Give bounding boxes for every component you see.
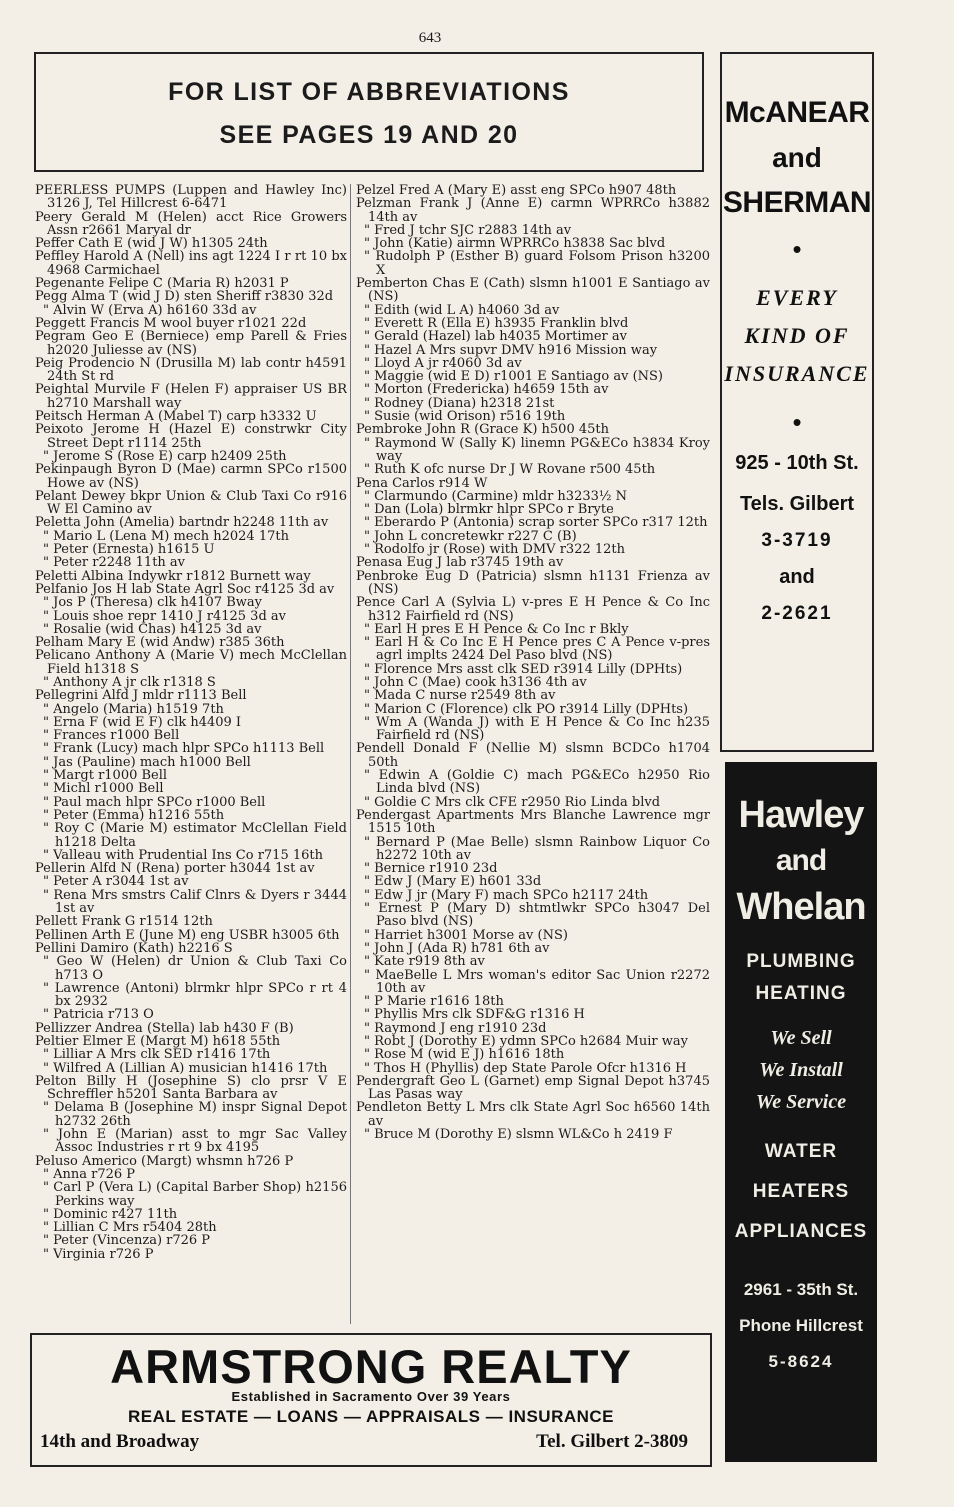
directory-entry: " Frank (Lucy) mach hlpr SPCo h1113 Bell [43, 741, 325, 757]
directory-entry: " Angelo (Maria) h1519 7th [43, 701, 224, 717]
ad-heaters: HEATERS [752, 1181, 850, 1202]
directory-entry: Peffley Harold A (Nell) ins agt 1224 I r rt 10 bx 4968 Carmichael [35, 249, 347, 278]
directory-entry: Peig Prodencio N (Drusilla M) lab contr h4591 24th St rd [35, 355, 347, 385]
directory-entry: " Patricia r713 O [43, 1007, 154, 1023]
directory-entry: " Everett R (Ella E) h3935 Franklin blvd [364, 315, 629, 331]
directory-entry: " Clarmundo (Carmine) mldr h3233½ N [364, 488, 627, 504]
directory-entry: " Maggie (wid E D) r1001 E Santiago av (NS) [364, 369, 664, 385]
directory-entry: " Mada C nurse r2549 8th av [364, 688, 556, 704]
ad-we-service: We Service [755, 1091, 847, 1113]
directory-entry: " Gerald (Hazel) lab h4035 Mortimer av [364, 329, 627, 345]
directory-entry: " Alvin W (Erva A) h6160 33d av [43, 302, 257, 318]
directory-entry: Pembroke John R (Grace K) h500 45th [356, 422, 609, 438]
directory-entry: " Fred J tchr SJC r2883 14th av [364, 222, 572, 238]
ad-tels-label: Tels. Gilbert [739, 493, 855, 515]
ad-address: 925 - 10th St. [735, 452, 859, 474]
directory-entry: " Lillian C Mrs r5404 28th [43, 1220, 217, 1236]
ad-plumbing: PLUMBING [746, 951, 856, 972]
directory-entry: Peggett Francis M wool buyer r1021 22d [35, 315, 307, 331]
directory-entry: Pegg Alma T (wid J D) sten Sheriff r3830 32d [35, 289, 334, 305]
directory-entry: Pegenante Felipe C (Maria R) h2031 P [35, 276, 289, 292]
directory-entry: Pelton Billy H (Josephine S) clo prsr V E Schreffler h5201 Santa Barbara av [35, 1073, 347, 1103]
armstrong-realty-ad [30, 1333, 712, 1467]
directory-entry: " Peter (Emma) h1216 55th [43, 807, 225, 823]
directory-entry: " Ernest P (Mary D) shtmtlwkr SPCo h3047 Del Paso blvd (NS) [364, 901, 710, 930]
directory-entry: " Rosalie (wid Chas) h4125 3d av [43, 621, 262, 637]
directory-entry: " Phyllis Mrs clk SDF&G r1316 H [364, 1007, 585, 1023]
directory-entry: " Rodolfo jr (Rose) with DMV r322 12th [364, 542, 626, 558]
directory-entry: " Valleau with Prudential Ins Co r715 16th [43, 847, 323, 863]
directory-entry: " John L concretewkr r227 C (B) [364, 528, 577, 544]
ad-name: ARMSTRONG REALTY [110, 1340, 632, 1393]
directory-entry: " Ruth K ofc nurse Dr J W Rovane r500 45th [364, 462, 656, 478]
ad-name-line-2: Whelan [736, 886, 866, 928]
directory-entry: Pellegrini Alfd J mldr r1113 Bell [35, 688, 247, 704]
directory-entry: " Bernice r1910 23d [364, 861, 498, 877]
ad-and: and [772, 142, 822, 173]
directory-entry: Pellinen Arth E (June M) eng USBR h3005 6th [35, 927, 340, 943]
directory-entry: Peery Gerald M (Helen) acct Rice Growers Assn r2661 Maryal dr [35, 209, 347, 238]
directory-entry: " Geo W (Helen) dr Union & Club Taxi Co h713 O [43, 954, 347, 983]
abbreviations-notice [34, 52, 704, 172]
directory-entry: PEERLESS PUMPS (Luppen and Hawley Inc) 3126 J, Tel Hillcrest 6-6471 [35, 184, 347, 212]
directory-entry: " John (Katie) airmn WPRRCo h3838 Sac blvd [364, 236, 666, 252]
abbreviations-line-2: SEE PAGES 19 AND 20 [219, 121, 519, 149]
directory-entry: Peitsch Herman A (Mabel T) carp h3332 U [35, 409, 317, 425]
directory-entry: " Wm A (Wanda J) with E H Pence & Co Inc h235 Fairfield rd (NS) [364, 714, 710, 744]
directory-entry: " Erna F (wid E F) clk h4409 I [43, 714, 242, 730]
directory-entry: Pelicano Anthony A (Marie V) mech McClellan Field h1318 S [35, 648, 347, 677]
directory-entry: " Rudolph P (Esther B) guard Folsom Prison h3200 X [364, 249, 710, 278]
ad-name-line-2: SHERMAN [722, 186, 872, 219]
directory-entry: " Virginia r726 P [43, 1246, 154, 1262]
directory-entry: " John E (Marian) asst to mgr Sac Valley Assoc Industries r rt 9 bx 4195 [43, 1127, 347, 1156]
ad-address: 2961 - 35th St. [743, 1280, 859, 1299]
directory-entry: Pelant Dewey bkpr Union & Club Taxi Co r916 W El Camino av [35, 488, 347, 518]
ad-we-sell: We Sell [770, 1027, 832, 1049]
directory-entry: Pellizzer Andrea (Stella) lab h430 F (B) [35, 1020, 294, 1036]
directory-entry: " Edw J (Mary E) h601 33d [364, 874, 542, 890]
directory-entry: " Edw J jr (Mary F) mach SPCo h2117 24th [364, 887, 649, 903]
ad-established: Established in Sacramento Over 39 Years [231, 1389, 511, 1404]
ad-tagline-3: INSURANCE [724, 361, 870, 386]
directory-entry: " Susie (wid Orison) r516 19th [364, 409, 566, 425]
directory-entry: Pemberton Chas E (Cath) slsmn h1001 E Santiago av (NS) [356, 276, 710, 305]
directory-entry: " Kate r919 8th av [364, 954, 485, 970]
directory-entry: " Lawrence (Antoni) blrmkr hlpr SPCo r rt 4 bx 2932 [43, 980, 347, 1010]
ad-water: WATER [764, 1141, 838, 1162]
directory-entry: Peixoto Jerome H (Hazel E) constrwkr City Street Dept r1114 25th [35, 422, 347, 451]
directory-entry: " Peter (Ernesta) h1615 U [43, 542, 215, 558]
ad-and: and [775, 844, 827, 877]
directory-entry: " Lilliar A Mrs clk SED r1416 17th [43, 1047, 271, 1063]
directory-entry: Pence Carl A (Sylvia L) v-pres E H Pence & Co Inc h312 Fairfield rd (NS) [356, 595, 710, 624]
directory-entry: Peletta John (Amelia) bartndr h2248 11th av [35, 515, 329, 531]
directory-entry: Peffer Cath E (wid J W) h1305 24th [35, 236, 268, 252]
directory-entry: " Dan (Lola) blrmkr hlpr SPCo r Bryte [364, 502, 614, 518]
directory-entry: " Dominic r427 11th [43, 1206, 178, 1222]
directory-entry: Pelfanio Jos H lab State Agrl Soc r4125 3d av [35, 581, 335, 597]
ad-appliances: APPLIANCES [734, 1221, 868, 1242]
directory-entry: " Anna r726 P [43, 1166, 136, 1182]
ad-tagline-2: KIND OF [744, 323, 850, 348]
directory-entry: " Anthony A jr clk r1318 S [43, 674, 216, 690]
mcanear-sherman-ad [720, 52, 874, 752]
directory-entry: Peletti Albina Indywkr r1812 Burnett way [35, 568, 311, 584]
directory-entry: " Harriet h3001 Morse av (NS) [364, 927, 568, 943]
directory-entry: " P Marie r1616 18th [364, 994, 504, 1010]
bullet-icon: • [792, 234, 802, 264]
directory-entry: " Marion C (Florence) clk PO r3914 Lilly (DPHts) [364, 701, 689, 717]
abbreviations-line-1: FOR LIST OF ABBREVIATIONS [168, 78, 570, 106]
ad-and-2: and [779, 566, 815, 588]
directory-entry: Pellett Frank G r1514 12th [35, 914, 213, 930]
directory-entry: " Thos H (Phyllis) dep State Parole Ofcr h1316 H [364, 1060, 687, 1076]
directory-entry: " Peter A r3044 1st av [43, 874, 189, 890]
directory-entry: " Roy C (Marie M) estimator McClellan Field h1218 Delta [43, 821, 347, 850]
directory-entry: " Frances r1000 Bell [43, 728, 180, 744]
directory-column-middle [356, 184, 710, 1324]
directory-entry: " Raymond W (Sally K) linemn PG&ECo h3834 Kroy way [364, 435, 710, 464]
directory-entry: Pegram Geo E (Berniece) emp Parell & Fries h2020 Juliesse av (NS) [35, 329, 347, 358]
directory-entry: " Jos P (Theresa) clk h4107 Bway [43, 595, 262, 611]
directory-entry: Peluso Americo (Margt) whsmn h726 P [35, 1153, 294, 1169]
bullet-icon: • [792, 407, 802, 437]
directory-entry: " Jerome S (Rose E) carp h2409 25th [43, 448, 287, 464]
directory-entry: " Edwin A (Goldie C) mach PG&ECo h2950 Rio Linda blvd (NS) [364, 768, 710, 797]
ad-phone-1: 3-3719 [761, 530, 833, 551]
directory-entry: Penbroke Eug D (Patricia) slsmn h1131 Frienza av (NS) [356, 568, 710, 597]
directory-entry: " Rose M (wid E J) h1616 18th [364, 1047, 565, 1063]
directory-entry: Peltier Elmer E (Margt M) h618 55th [35, 1034, 281, 1049]
ad-tagline-1: EVERY [756, 285, 838, 310]
directory-entry: " John J (Ada R) h781 6th av [364, 940, 550, 956]
directory-entry: " Raymond J eng r1910 23d [364, 1020, 547, 1036]
directory-entry: " Robt J (Dorothy E) ydmn SPCo h2684 Muir way [364, 1034, 688, 1049]
directory-entry: " Lloyd A jr r4060 3d av [364, 355, 522, 371]
ad-name-line-1: McANEAR [724, 96, 870, 129]
page-number: 643 [418, 30, 442, 46]
directory-entry: " Goldie C Mrs clk CFE r2950 Rio Linda blvd [364, 794, 661, 810]
directory-entry: " Eberardo P (Antonia) scrap sorter SPCo r317 12th [364, 515, 708, 531]
directory-entry: " Margt r1000 Bell [43, 768, 168, 784]
directory-entry: " Rena Mrs smstrs Calif Clnrs & Dyers r 3444 1st av [43, 887, 347, 917]
directory-entry: " Peter r2248 11th av [43, 555, 186, 571]
directory-entry: " Peter (Vincenza) r726 P [43, 1233, 211, 1249]
directory-entry: " Paul mach hlpr SPCo r1000 Bell [43, 794, 266, 810]
directory-entry: Pellini Damiro (Kath) h2216 S [35, 940, 233, 956]
ad-heating: HEATING [755, 983, 847, 1004]
directory-entry: Pendergast Apartments Mrs Blanche Lawrence mgr 1515 10th [356, 807, 710, 837]
directory-entry: Pekinpaugh Byron D (Mae) carmn SPCo r1500 Howe av (NS) [35, 462, 347, 491]
directory-entry: " Wilfred A (Lillian A) musician h1416 17th [43, 1060, 328, 1076]
ad-services: REAL ESTATE — LOANS — APPRAISALS — INSURANCE [127, 1407, 615, 1426]
directory-entry: " Bruce M (Dorothy E) slsmn WL&Co h 2419 F [364, 1127, 673, 1143]
directory-entry: " Delama B (Josephine M) inspr Signal Depot h2732 26th [43, 1100, 347, 1129]
hawley-whelan-ad [725, 762, 877, 1462]
ad-phone-2: 2-2621 [761, 603, 833, 624]
directory-entry: Peightal Murvile F (Helen F) appraiser US BR h2710 Marshall way [35, 382, 347, 411]
directory-entry: Pendergraft Geo L (Garnet) emp Signal Depot h3745 Las Pasas way [356, 1073, 710, 1103]
directory-entry: " MaeBelle L Mrs woman's editor Sac Union r2272 10th av [364, 967, 710, 996]
column-divider [350, 184, 351, 1324]
directory-entry: Pendell Donald F (Nellie M) slsmn BCDCo h1704 50th [356, 741, 710, 770]
directory-entry: " Michl r1000 Bell [43, 781, 164, 797]
directory-entry: " Jas (Pauline) mach h1000 Bell [43, 754, 251, 770]
directory-entry: Pena Carlos r914 W [356, 475, 488, 491]
directory-entry: Pendleton Betty L Mrs clk State Agrl Soc h6560 14th av [356, 1100, 710, 1129]
directory-entry: " Earl H pres E H Pence & Co Inc r Bkly [364, 621, 629, 637]
directory-entry: " Bernard P (Mae Belle) slsmn Rainbow Liquor Co h2272 10th av [364, 834, 710, 863]
directory-entry: " Mario L (Lena M) mech h2024 17th [43, 528, 289, 544]
directory-entry: " Hazel A Mrs supvr DMV h916 Mission way [364, 342, 658, 358]
directory-entry: " Louis shoe repr 1410 J r4125 3d av [43, 608, 286, 624]
directory-column-left [35, 184, 347, 1324]
directory-entry: " Carl P (Vera L) (Capital Barber Shop) h2156 Perkins way [43, 1180, 347, 1209]
ad-name-line-1: Hawley [738, 794, 864, 836]
ad-phone: 5-8624 [768, 1352, 834, 1371]
ad-address: 14th and Broadway [40, 1431, 200, 1452]
directory-entry: " Edith (wid L A) h4060 3d av [364, 302, 560, 318]
directory-entry: " Florence Mrs asst clk SED r3914 Lilly (DPHts) [364, 661, 683, 677]
directory-entry: " John C (Mae) cook h3136 4th av [364, 674, 587, 690]
directory-entry: Penasa Eug J lab r3745 19th av [356, 555, 564, 571]
directory-entry: Pelzman Frank J (Anne E) carmn WPRRCo h3882 14th av [356, 196, 710, 225]
directory-entry: Pelzel Fred A (Mary E) asst eng SPCo h907 48th [356, 184, 677, 198]
directory-entry: Pellerin Alfd N (Rena) porter h3044 1st av [35, 861, 315, 877]
directory-entry: " Earl H & Co Inc E H Pence pres C A Pence v-pres agrl implts 2424 Del Paso blvd (NS) [364, 635, 710, 664]
ad-phone: Tel. Gilbert 2-3809 [536, 1431, 688, 1452]
directory-entry: " Rodney (Diana) h2318 21st [364, 395, 555, 411]
directory-entry: Pelham Mary E (wid Andw) r385 36th [35, 635, 285, 651]
ad-we-install: We Install [759, 1059, 843, 1081]
directory-entry: " Morton (Fredericka) h4659 15th av [364, 382, 609, 398]
ad-phone-label: Phone Hillcrest [739, 1316, 863, 1335]
